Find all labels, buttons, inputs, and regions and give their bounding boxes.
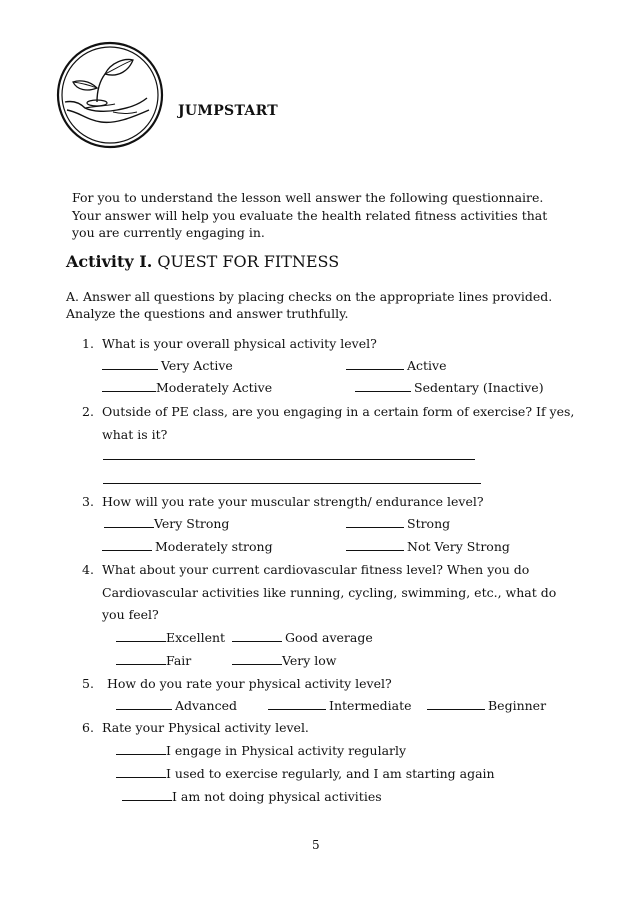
question-text: you feel? xyxy=(102,607,159,622)
instruction-line: A. Answer all questions by placing checks on the appropriate lines provided. xyxy=(66,289,553,304)
option-label: Advanced xyxy=(175,698,237,713)
activity-heading xyxy=(66,252,339,271)
option-label: Very Strong xyxy=(154,516,230,531)
option[interactable] xyxy=(346,358,447,373)
option[interactable] xyxy=(346,516,450,531)
activity-label: Activity I. xyxy=(66,252,153,271)
option-label: I am not doing physical activities xyxy=(172,789,382,804)
question-number: 6. xyxy=(82,720,94,735)
option[interactable] xyxy=(116,766,495,781)
question-text: How do you rate your physical activity level? xyxy=(107,676,392,691)
option[interactable] xyxy=(232,653,337,668)
option-label: Fair xyxy=(166,653,192,668)
option[interactable] xyxy=(346,539,510,554)
option[interactable] xyxy=(116,743,406,758)
option-label: I engage in Physical activity regularly xyxy=(166,743,407,758)
option-label: Not Very Strong xyxy=(407,539,510,554)
option-label: Very low xyxy=(282,653,337,668)
question-number: 5. xyxy=(82,676,94,691)
option[interactable] xyxy=(427,698,546,713)
section-title: JUMPSTART xyxy=(178,103,278,119)
question-text: Rate your Physical activity level. xyxy=(102,720,309,735)
option[interactable] xyxy=(355,380,544,395)
option[interactable] xyxy=(268,698,412,713)
option-label: Sedentary (Inactive) xyxy=(414,380,544,395)
question-number: 2. xyxy=(82,404,94,419)
instructions xyxy=(66,288,586,322)
option-label: Beginner xyxy=(488,698,547,713)
intro-line: Your answer will help you evaluate the health related fitness activities that xyxy=(72,207,548,223)
hand-with-plant-icon xyxy=(55,40,165,150)
question-text: Cardiovascular activities like running, cycling, swimming, etc., what do xyxy=(102,585,557,600)
question-number: 1. xyxy=(82,336,94,351)
option-label: Strong xyxy=(407,516,451,531)
question-number: 4. xyxy=(82,562,94,577)
option[interactable] xyxy=(122,789,382,804)
option-label: Intermediate xyxy=(329,698,412,713)
option[interactable] xyxy=(104,516,229,531)
option-label: Moderately strong xyxy=(155,539,273,554)
answer-line[interactable] xyxy=(103,483,481,484)
activity-name: QUEST FOR FITNESS xyxy=(157,252,340,271)
option[interactable] xyxy=(116,653,191,668)
option-label: Good average xyxy=(285,630,373,645)
option[interactable] xyxy=(102,539,273,554)
intro-paragraph xyxy=(72,189,572,242)
question-text: How will you rate your muscular strength/ endurance level? xyxy=(102,494,484,509)
answer-line[interactable] xyxy=(103,459,475,460)
question-number: 3. xyxy=(82,494,94,509)
intro-line: you are currently engaging in. xyxy=(72,225,265,240)
question-text: What is your overall physical activity level? xyxy=(102,336,377,351)
question-text: Outside of PE class, are you engaging in a certain form of exercise? If yes, xyxy=(102,404,575,419)
option-label: Moderately Active xyxy=(156,380,273,395)
option[interactable] xyxy=(102,380,272,395)
page-number: 5 xyxy=(312,838,320,852)
option-label: Very Active xyxy=(161,358,233,373)
option[interactable] xyxy=(232,630,373,645)
option[interactable] xyxy=(116,698,237,713)
option[interactable] xyxy=(116,630,225,645)
question-text: what is it? xyxy=(102,427,168,442)
instruction-line: Analyze the questions and answer truthfully. xyxy=(66,306,349,321)
option[interactable] xyxy=(102,358,233,373)
option-label: Active xyxy=(407,358,447,373)
question-text: What about your current cardiovascular fitness level? When you do xyxy=(102,562,530,577)
option-label: Excellent xyxy=(166,630,226,645)
option-label: I used to exercise regularly, and I am starting again xyxy=(166,766,495,781)
intro-line: For you to understand the lesson well answer the following questionnaire. xyxy=(72,190,544,205)
